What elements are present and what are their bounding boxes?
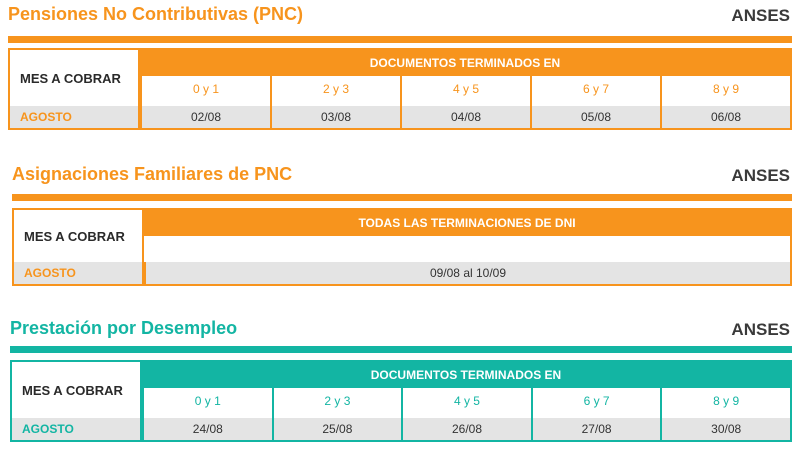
date-cell: 24/08	[142, 418, 272, 440]
section-title: Asignaciones Familiares de PNC	[12, 164, 293, 184]
date-cell: 30/08	[660, 418, 790, 440]
date-cell: 04/08	[400, 106, 530, 128]
date-cell: 02/08	[140, 106, 270, 128]
brand-label: ANSES	[731, 320, 790, 339]
brand-label: ANSES	[731, 166, 790, 185]
band-header: DOCUMENTOS TERMINADOS EN	[142, 362, 790, 388]
month-cell: AGOSTO	[12, 418, 142, 440]
section-header	[0, 160, 800, 190]
label-cell: MES A COBRAR	[12, 362, 142, 418]
brand-label: ANSES	[731, 6, 790, 25]
month-cell: AGOSTO	[10, 106, 140, 128]
digit-group: 2 y 3	[270, 76, 400, 106]
date-cell: 03/08	[270, 106, 400, 128]
digits-row	[142, 388, 790, 418]
digit-group: 8 y 9	[660, 388, 790, 418]
schedule-table	[10, 360, 792, 442]
section-title: Pensiones No Contributivas (PNC)	[8, 4, 304, 24]
band-header: TODAS LAS TERMINACIONES DE DNI	[144, 210, 790, 236]
section-rule	[12, 194, 792, 201]
digit-group: 8 y 9	[660, 76, 790, 106]
date-cell: 25/08	[272, 418, 402, 440]
label-cell: MES A COBRAR	[14, 210, 144, 262]
section-desempleo	[0, 314, 800, 450]
digit-group: 6 y 7	[531, 388, 661, 418]
month-cell: AGOSTO	[14, 262, 144, 284]
date-cell: 27/08	[531, 418, 661, 440]
date-cell: 26/08	[401, 418, 531, 440]
section-pnc	[0, 0, 800, 140]
dates-row	[140, 106, 790, 128]
digit-group: 0 y 1	[142, 388, 272, 418]
date-cell: 05/08	[530, 106, 660, 128]
digit-group: 4 y 5	[400, 76, 530, 106]
schedule-table	[12, 208, 792, 286]
schedule-table	[8, 48, 792, 130]
digit-group: 2 y 3	[272, 388, 402, 418]
range-cell: 09/08 al 10/09	[144, 262, 790, 284]
band-header: DOCUMENTOS TERMINADOS EN	[140, 50, 790, 76]
section-rule	[10, 346, 792, 353]
section-rule	[8, 36, 792, 43]
digits-row	[140, 76, 790, 106]
digit-group: 6 y 7	[530, 76, 660, 106]
date-cell: 06/08	[660, 106, 790, 128]
digit-group: 0 y 1	[140, 76, 270, 106]
section-header	[0, 314, 800, 344]
dates-row	[142, 418, 790, 440]
digit-group: 4 y 5	[401, 388, 531, 418]
section-header	[0, 0, 800, 30]
label-cell: MES A COBRAR	[10, 50, 140, 106]
section-asignaciones	[0, 160, 800, 290]
range-row	[144, 262, 790, 284]
section-title: Prestación por Desempleo	[10, 318, 238, 338]
